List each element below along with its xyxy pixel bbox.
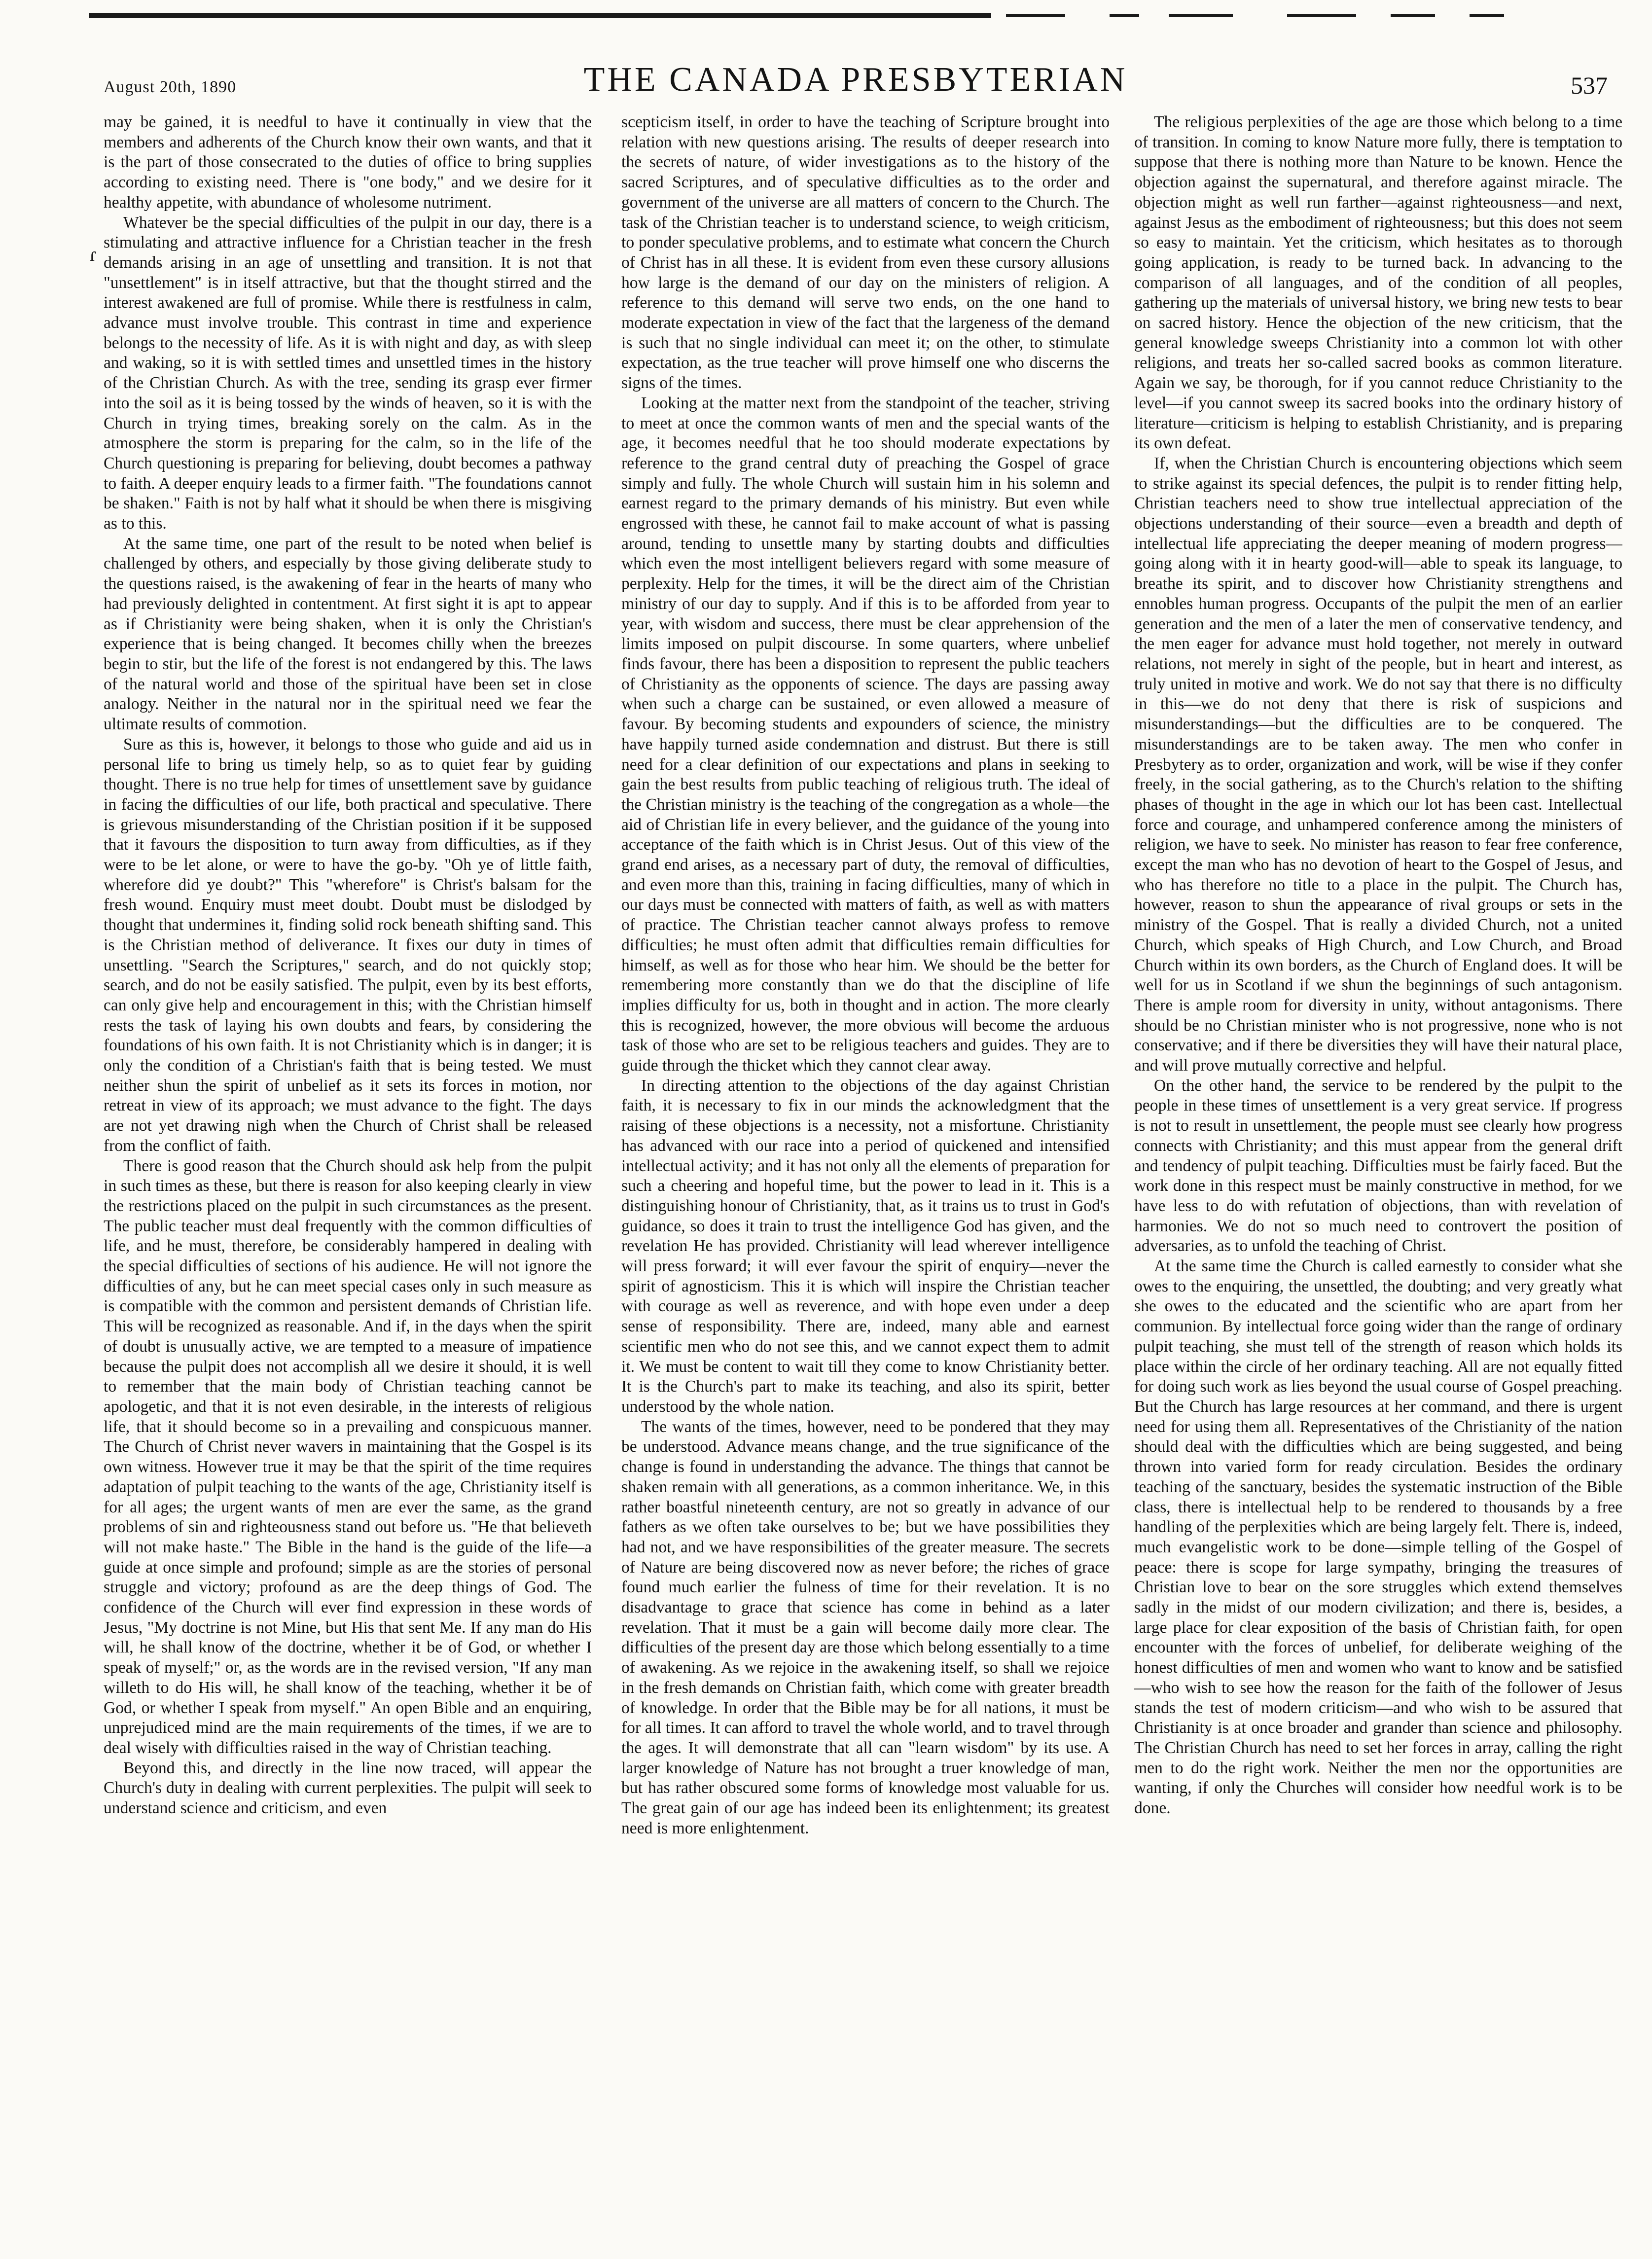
margin-mark: ɾ xyxy=(90,243,97,265)
paragraph: If, when the Christian Church is encountering objections which seem to strike against its special defences, the pulpit is to render fitting help, Christian teachers need to show true intellectual appreciation of the objections understanding of their source—even a breadth and depth of intellectual life appreciating the deeper meaning of modern progress—going along with it in hearty good-will—able to speak its language, to breathe its spirit, and to discover how Christianity strengthens and ennobles human progress. Occupants of the pulpit the men of an earlier generation and the men of a later the men of conservative tendency, and the men eager for advance must hold together, not merely in outward relations, not merely in sight of the people, but in heart and interest, as truly united in motive and work. We do not say that there is no difficulty in this—we do not deny that there is risk of suspicions and misunderstandings—but the difficulties are to be conquered. The misunderstandings are to be taken away. The men who confer in Presbytery as to order, organization and work, will be wise if they confer freely, in the social gathering, as to the Church's relation to the shifting phases of thought in the age in which our lot has been cast. Intellectual force and courage, and unhampered conference among the ministers of religion, we have to seek. No minister has reason to fear free conference, except the man who has no devotion of heart to the Gospel of Jesus, and who has therefore no title to a place in the pulpit. The Church has, however, reason to shun the appearance of rival groups or sets in the ministry of the Gospel. That is really a divided Church, not a united Church, which speaks of High Church, and Low Church, and Broad Church within its own borders, as the Church of England does. It will be well for us in Scotland if we shun the beginnings of such antagonism. There is ample room for diversity in unity, without antagonisms. There should be no Christian minister who is not progressive, none who is not conservative; and if there be diversities they will have their natural place, and will prove mutually corrective and helpful. xyxy=(1134,454,1622,1075)
text-column-3 xyxy=(1134,112,1622,2248)
header-rule-segment xyxy=(1470,14,1504,17)
header-rule-bar xyxy=(89,13,991,18)
header-rule-segment xyxy=(1391,14,1435,17)
text-column-1 xyxy=(104,112,592,2248)
header-rule-segment xyxy=(1110,14,1139,17)
header-rule-segment xyxy=(1169,14,1233,17)
paragraph: scepticism itself, in order to have the teaching of Scripture brought into relation with new questions arising. The results of deeper research into the secrets of nature, of wider investigations as to the history of the sacred Scriptures, and of speculative difficulties as to the order and government of the universe are all matters of concern to the Church. The task of the Christian teacher is to understand science, to weigh criticism, to ponder speculative problems, and to estimate what concern the Church of Christ has in all these. It is evident from even these cursory allusions how large is the demand of our day on the ministers of religion. A reference to this demand will serve two ends, on the one hand to moderate expectation in view of the fact that the largeness of the demand is such that no single individual can meet it; on the other, to stimulate expectation, as the true teacher will prove himself one who discerns the signs of the times. xyxy=(621,113,1110,393)
issue-date: August 20th, 1890 xyxy=(104,78,237,96)
newspaper-title: THE CANADA PRESBYTERIAN xyxy=(583,61,1128,99)
paragraph: Sure as this is, however, it belongs to those who guide and aid us in personal life to bring us timely help, so as to quiet fear by guiding thought. There is no true help for times of unsettlement save by guidance in facing the difficulties of our life, both practical and speculative. There is grievous misunderstanding of the Christian position if it be supposed that it favours the disposition to turn away from difficulties, as if they were to be let alone, or were to have the go-by. "Oh ye of little faith, wherefore did ye doubt?" This "wherefore" is Christ's balsam for the fresh wound. Enquiry must meet doubt. Doubt must be dislodged by thought that undermines it, finding solid rock beneath shifting sand. This is the Christian method of deliverance. It fixes our duty in times of unsettling. "Search the Scriptures," search, and do not quickly stop; search, and do not be easily satisfied. The pulpit, even by its best efforts, can only give help and encouragement in this; with the Christian himself rests the task of laying his own doubts and fears, by considering the foundations of his own faith. It is not Christianity which is in danger; it is only the condition of a Christian's faith that is being tested. We must neither shun the spirit of unbelief as it sets its forces in motion, nor retreat in view of its approach; we must advance to the fight. The days are not yet drawing nigh when the Church of Christ shall be released from the conflict of faith. xyxy=(104,735,592,1155)
paragraph: The wants of the times, however, need to be pondered that they may be understood. Advance means change, and the true significance of the change is found in understanding the advance. The things that cannot be shaken remain with all generations, as a common inheritance. We, in this rather boastful nineteenth century, are not so greatly in advance of our fathers as we often take ourselves to be; but we have possibilities they had not, and we have responsibilities of the greater measure. The secrets of Nature are being discovered now as never before; the riches of grace found much earlier the fulness of time for their revelation. It is no disadvantage to grace that science has come in behind as a later revelation. That it must be a gain will become daily more clear. The difficulties of the present day are those which belong essentially to a time of awakening. As we rejoice in the awakening itself, so shall we rejoice in the fresh demands on Christian faith, which come with greater breadth of knowledge. In order that the Bible may be for all nations, it must be for all times. It can afford to travel the whole world, and to travel through the ages. It will demonstrate that all can "learn wisdom" by its use. A larger knowledge of Nature has not brought a truer knowledge of man, but has rather obscured some forms of knowledge most valuable for us. The great gain of our age has indeed been its enlightenment; its greatest need is more enlightenment. xyxy=(621,1417,1110,1837)
paragraph: Whatever be the special difficulties of the pulpit in our day, there is a stimulating and attractive influence for a Christian teacher in the fresh demands arising in an age of unsettling and transition. It is not that "unsettlement" is in itself attractive, but that the thought stirred and the interest awakened are full of promise. While there is restfulness in calm, advance must involve trouble. This contrast in time and experience belongs to the necessity of life. As it is with night and day, as with sleep and waking, so it is with settled times and unsettled times in the history of the Christian Church. As with the tree, sending its grasp ever firmer into the soil as it is being tossed by the winds of heaven, so it is with the Church in trying times, breaking sorely on the calm. As in the atmosphere the storm is preparing for the calm, so in the life of the Church questioning is preparing for believing, doubt becomes a pathway to faith. A deeper enquiry leads to a firmer faith. "The foundations cannot be shaken." Faith is not by half what it should be when there is misgiving as to this. xyxy=(104,213,592,533)
text-column-2 xyxy=(621,112,1110,2248)
paragraph: Looking at the matter next from the standpoint of the teacher, striving to meet at once the common wants of men and the special wants of the age, it becomes needful that he too should moderate expectations by reference to the grand central duty of preaching the Gospel of grace simply and fully. The whole Church will sustain him in his solemn and earnest regard to the primary demands of his ministry. But even while engrossed with these, he cannot fail to make account of what is passing around, tending to unsettle many by starting doubts and difficulties which even the most intelligent believers regard with some measure of perplexity. Help for the times, it will be the direct aim of the Christian ministry of our day to supply. And if this is to be afforded from year to year, with wisdom and success, there must be clear apprehension of the limits imposed on pulpit discourse. In some quarters, where unbelief finds favour, there has been a disposition to represent the public teachers of Christianity as the opponents of science. The days are passing away when such a charge can be sustained, or even allowed a measure of favour. By becoming students and expounders of science, the ministry have happily turned aside condemnation and distrust. But there is still need for a clear definition of our expectations and plans in seeking to gain the best results from public teaching of religious truth. The ideal of the Christian ministry is the teaching of the congregation as a whole—the aid of Christian life in every believer, and the guidance of the young into acceptance of the faith which is in Christ Jesus. Out of this view of the grand end arises, as a necessary part of duty, the removal of difficulties, and even more than this, training in facing difficulties, many of which in our days must be connected with matters of faith, as well as with matters of practice. The Christian teacher cannot always profess to remove difficulties; he must often admit that difficulties remain difficulties for himself, as well as for those who hear him. We should be the better for remembering more constantly than we do that the discipline of life implies difficulty for us, both in thought and in action. The more clearly this is recognized, however, the more obvious will become the arduous task of those who are set to be religious teachers and guides. They are to guide through the thicket which they cannot clear away. xyxy=(621,394,1110,1075)
header-rule-segment xyxy=(1287,14,1356,17)
paragraph: may be gained, it is needful to have it continually in view that the members and adherents of the Church know their own wants, and that it is the part of those consecrated to the duties of office to bring supplies according to existing need. There is "one body," and we desire for it healthy appetite, with abundance of wholesome nutriment. xyxy=(104,113,592,212)
paragraph: At the same time the Church is called earnestly to consider what she owes to the enquiring, the unsettled, the doubting; and very greatly what she owes to the educated and the scientific who are apart from her communion. By intellectual force going wider than the range of ordinary pulpit teaching, she must tell of the strength of reason which holds its place within the circle of her ordinary teaching. All are not equally fitted for doing such work as lies beyond the usual course of Gospel preaching. But the Church has large resources at her command, and there is urgent need for using them all. Representatives of the Christianity of the nation should deal with the difficulties which are being suggested, and being thrown into varied form for ready circulation. Besides the ordinary teaching of the sanctuary, besides the systematic instruction of the Bible class, there is intellectual help to be rendered to thousands by a free handling of the perplexities which are being largely felt. There is, indeed, much evangelistic work to be done—simple telling of the Gospel of peace: there is scope for large sympathy, bringing the treasures of Christian love to bear on the sore struggles which extend themselves sadly in the midst of our modern civilization; and there is, besides, a large place for clear exposition of the basis of Christian faith, for open encounter with the forces of unbelief, for deliberate weighing of the honest difficulties of men and women who want to know and be satisfied—who wish to see how the reason for the faith of the follower of Jesus stands the test of modern criticism—and who wish to be assured that Christianity is at once broader and grander than science and philosophy. The Christian Church has need to set her forces in array, calling the right men to do the right work. Neither the men nor the opportunities are wanting, if only the Churches will consider how needful work is to be done. xyxy=(1134,1257,1622,1818)
paragraph: On the other hand, the service to be rendered by the pulpit to the people in these times of unsettlement is a very great service. If progress is not to result in unsettlement, the people must see clearly how progress connects with Christianity; and this must appear from the general drift and tendency of pulpit teaching. Difficulties must be fairly faced. But the work done in this respect must be mainly constructive in method, for we have less to do with refutation of objections, than with revelation of harmonies. We do not so much need to controvert the position of adversaries, as to unfold the teaching of Christ. xyxy=(1134,1076,1622,1255)
top-rule xyxy=(89,9,1578,24)
paragraph: There is good reason that the Church should ask help from the pulpit in such times as these, but there is reason for also keeping clearly in view the restrictions placed on the pulpit in such circumstances as the present. The public teacher must deal frequently with the common difficulties of life, and he must, therefore, be considerably hampered in dealing with the special difficulties of sections of his audience. He will not ignore the difficulties of any, but he can meet special cases only in such measure as is compatible with the common and persistent demands of Christian life. This will be recognized as reasonable. And if, in the days when the spirit of doubt is unusually active, we are tempted to a measure of impatience because the pulpit does not accomplish all we desire it should, it is well to remember that the main body of Christian teaching cannot be apologetic, and that it is not even desirable, in the interests of religious life, that it should become so in a prevailing and conspicuous manner. The Church of Christ never wavers in maintaining that the Gospel is its own witness. However true it may be that the spirit of the time requires adaptation of pulpit teaching to the wants of the age, Christianity itself is for all ages; the urgent wants of men are ever the same, as the grand problems of sin and righteousness stand out before us. "He that believeth will not make haste." The Bible in the hand is the guide of the life—a guide at once simple and profound; simple as are the stories of personal struggle and victory; profound as are the deep things of God. The confidence of the Church will ever find expression in these words of Jesus, "My doctrine is not Mine, but His that sent Me. If any man do His will, he shall know of the doctrine, whether it be of God, or whether I speak of myself;" or, as the words are in the revised version, "If any man willeth to do His will, he shall know of the teaching, whether it be of God, or whether I speak from myself." An open Bible and an enquiring, unprejudiced mind are the main requirements of the times, if we are to deal wisely with difficulties raised in the way of Christian teaching. xyxy=(104,1156,592,1757)
paragraph: Beyond this, and directly in the line now traced, will appear the Church's duty in dealing with current perplexities. The pulpit will seek to understand science and criticism, and even xyxy=(104,1758,592,1818)
page-number: 537 xyxy=(1571,72,1608,99)
page-header xyxy=(104,60,1608,100)
paragraph: The religious perplexities of the age are those which belong to a time of transition. In coming to know Nature more fully, there is temptation to suppose that there is nothing more than Nature to be known. Hence the objection against the supernatural, and therefore against miracle. The objection might as well run farther—against righteousness—and next, against Jesus as the embodiment of righteousness; but this does not seem so easy to maintain. Yet the criticism, which hesitates as to thorough going application, is ready to be turned back. In advancing to the comparison of all languages, and of the condition of all peoples, gathering up the materials of universal history, we bring new tests to bear on sacred history. Hence the objection of the new criticism, that the general knowledge sweeps Christianity into a common lot with other religions, and treats her so-called sacred books as common literature. Again we say, be thorough, for if you cannot reduce Christianity to the level—if you cannot sweep its sacred books into the ordinary history of literature—criticism is helping to establish Christianity, and is preparing its own defeat. xyxy=(1134,113,1622,453)
header-rule-segment xyxy=(1006,14,1065,17)
article-body xyxy=(104,112,1622,2248)
paragraph: In directing attention to the objections of the day against Christian faith, it is necessary to fix in our minds the acknowledgment that the raising of these objections is a necessity, not a misfortune. Christianity has advanced with our race into a period of quickened and intensified intellectual activity; and it has not only all the elements of preparation for such a cheering and hopeful time, but the power to lead in it. This is a distinguishing honour of Christianity, that, as it trains us to trust in God's guidance, so does it train to trust the intelligence God has given, and the revelation He has provided. Christianity will lead wherever intelligence will press forward; it will ever favour the spirit of enquiry—never the spirit of agnosticism. This it is which will inspire the Christian teacher with courage as well as reverence, and with hope even under a deep sense of responsibility. There are, indeed, many able and earnest scientific men who do not see this, and we cannot expect them to admit it. We must be content to wait till they come to know Christianity better. It is the Church's part to make its teaching, and also its spirit, better understood by the whole nation. xyxy=(621,1076,1110,1416)
paragraph: At the same time, one part of the result to be noted when belief is challenged by others, and especially by those giving deliberate study to the questions raised, is the awakening of fear in the hearts of many who had previously delighted in contentment. At first sight it is apt to appear as if Christianity were being shaken, when it is only the Christian's experience that is being changed. It becomes chilly when the breezes begin to stir, but the life of the forest is not endangered by this. The laws of the natural world and those of the spiritual have been set in close analogy. Neither in the natural nor in the spiritual need we fear the ultimate results of commotion. xyxy=(104,534,592,734)
